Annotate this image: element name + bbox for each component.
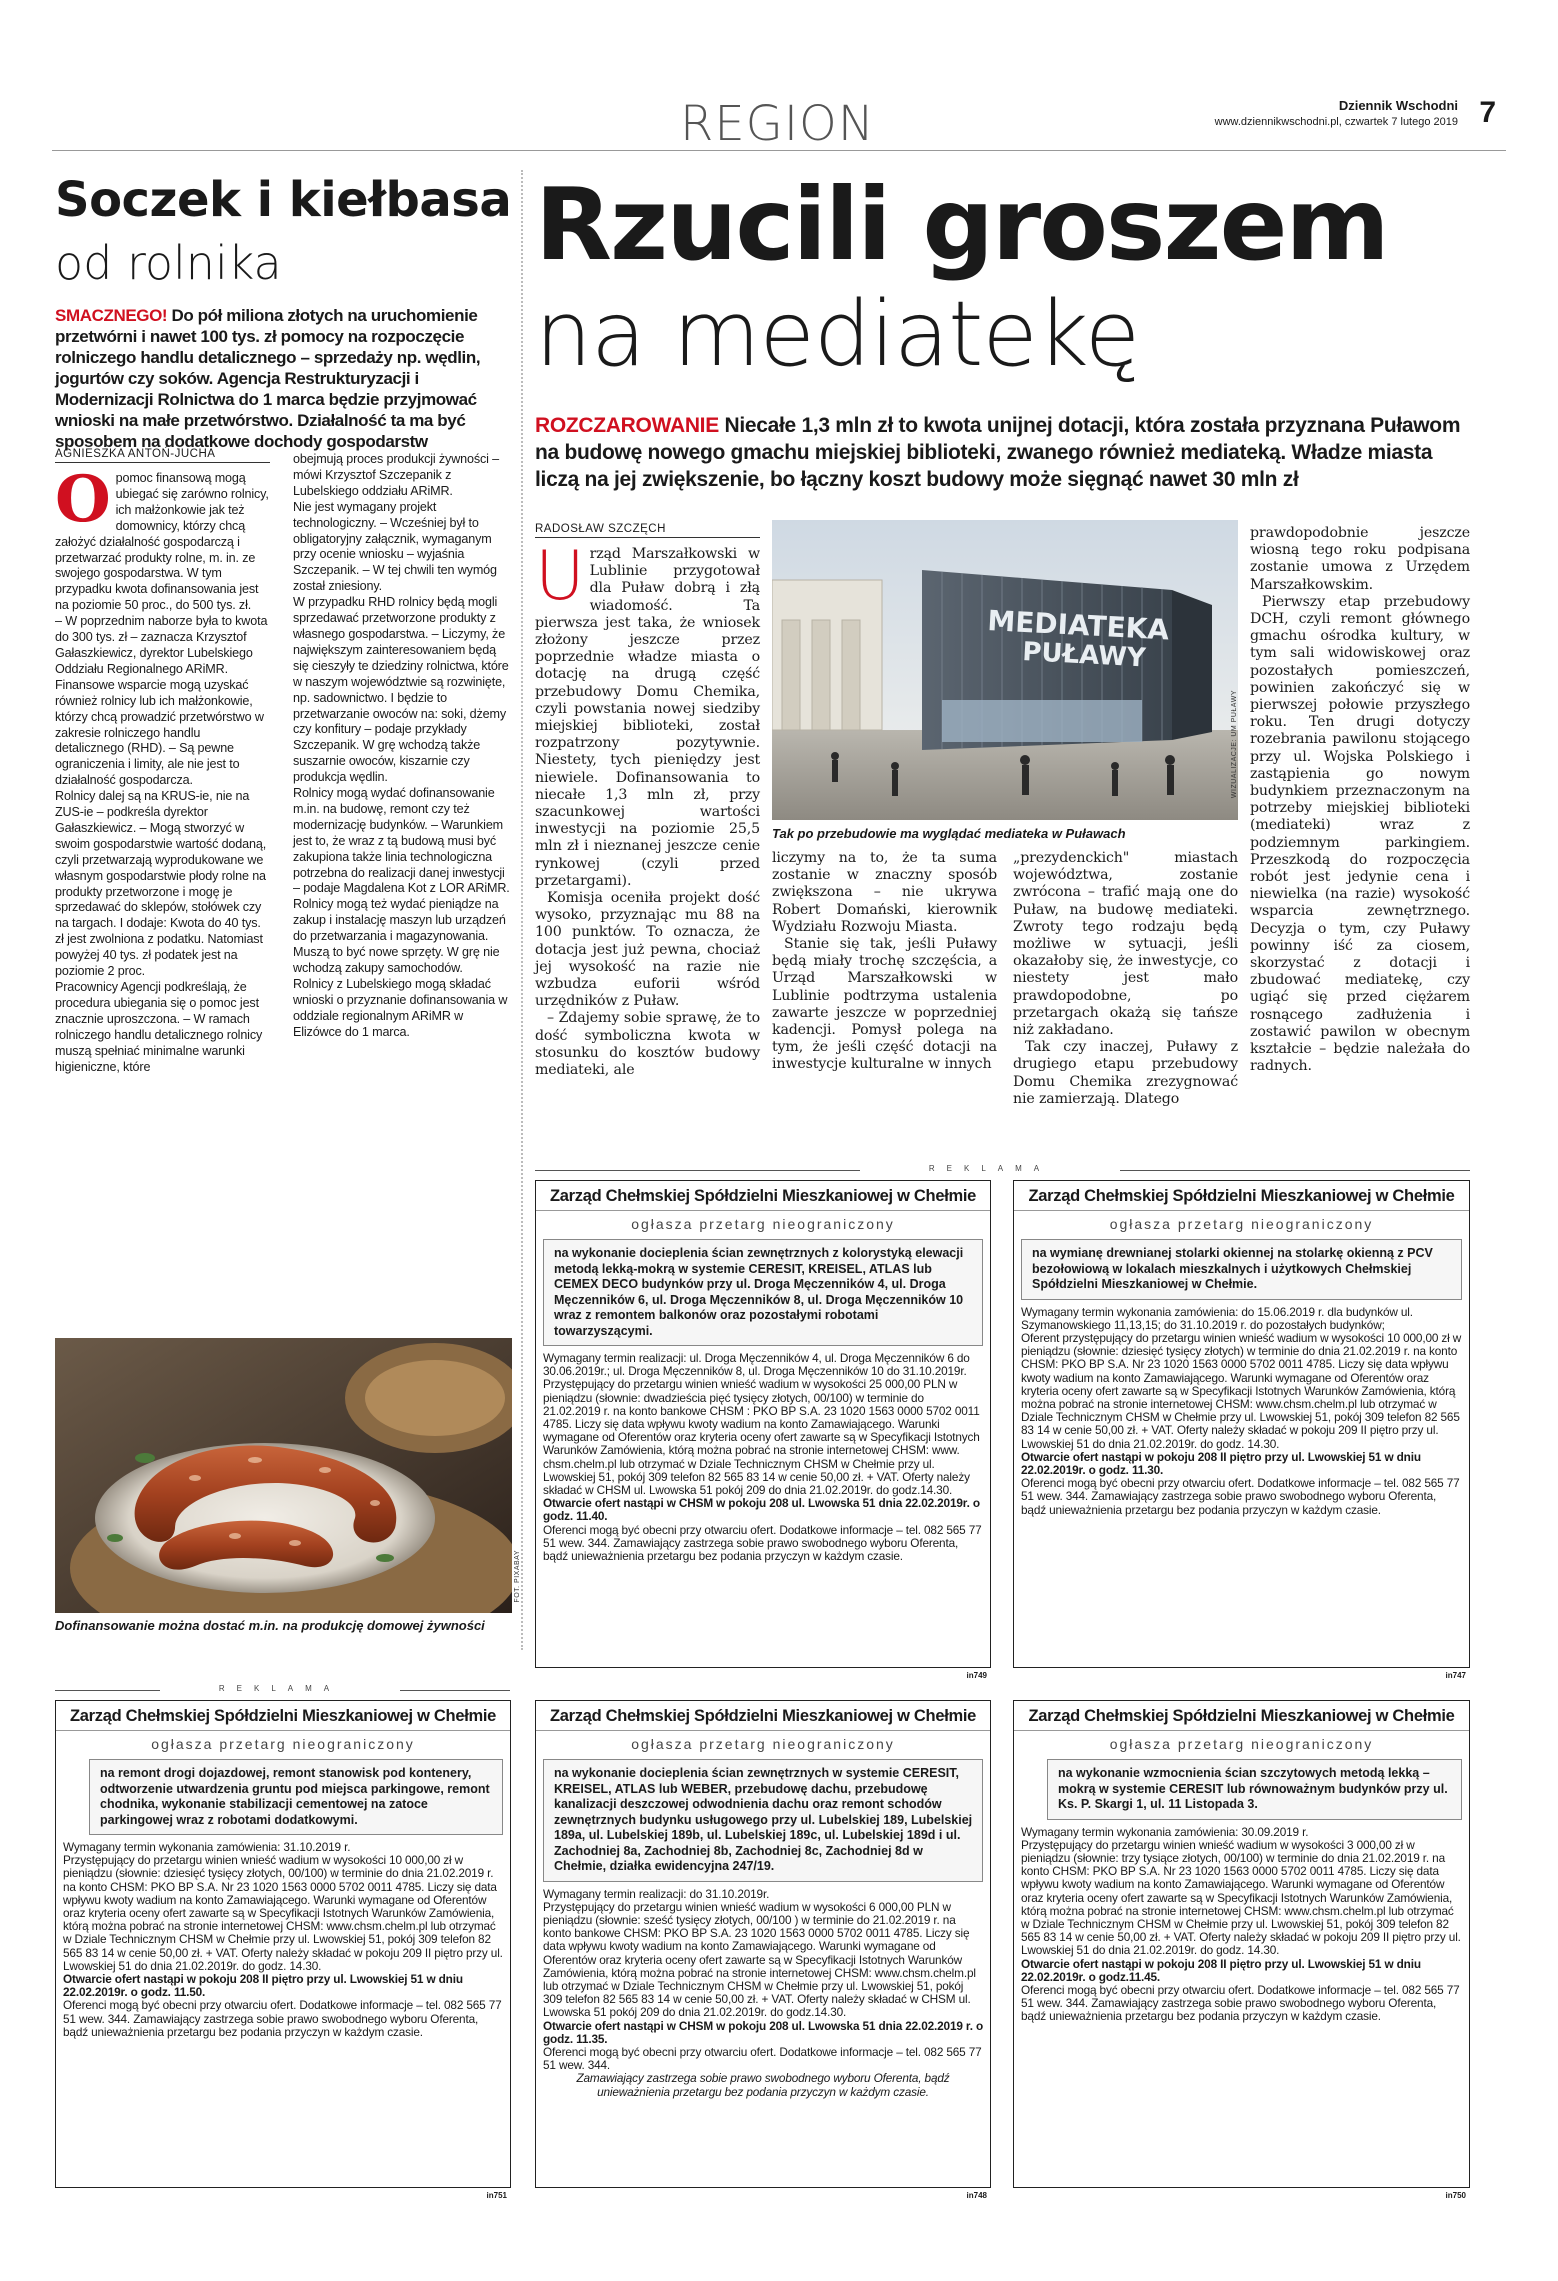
- author-byline: RADOSŁAW SZCZĘCH: [535, 523, 760, 538]
- paragraph: Rolnicy dalej są na KRUS-ie, nie na ZUS-ie – podkreśla dyrektor Gałaszkiewicz. – Mogą stworzyć w swoim gospodarstwie wartość dodaną, czyli przetwarzają wyprodukowane we własnym gospodarstwie płody rolne na produkty przetworzone i mogę je sprzedawać do sklepów, stołówek czy na targach. I dodaje: Kwota do 40 tys. zł jest zwolniona z podatku. Natomiast powyżej 40 tys. zł podatek jest na poziomie 2 proc.: [55, 789, 267, 979]
- ad-code: in747: [1445, 1671, 1466, 1680]
- paragraph: Pierwszy etap przebudowy DCH, czyli remont głównego gmachu ośrodka kultury, w tym sali widowiskowej oraz pozostałych pomieszczeń, powinien zakończyć się w pierwszej połowie przyszłego roku. Ten drugi dotyczy rozebrania pawilonu stojącego przy ul. Wojska Polskiego i zastąpienia go nowym budynkiem przeznaczonym na potrzeby miejskiej biblioteki (mediateki) wraz z podziemnym parkingiem. Przeszkodą do rozpoczęcia robót jest jedynie cena i niewielka (na razie) wysokość wsparcia zewnętrznego. Decyzja o tym, czy Puławy powinny iść za ciosem, skorzystać z dotacji i zbudować mediatekę, czy ugiąć się przed ciężarem rosnącego zadłużenia i zostawić pawilon w obecnym kształcie – będzie należała do radnych.: [1250, 593, 1470, 1075]
- ad-title: Zarząd Chełmskiej Spółdzielni Mieszkaniowej w Chełmie: [536, 1181, 990, 1211]
- main-col-4: [1250, 525, 1470, 1076]
- photo-caption: Dofinansowanie można dostać m.in. na produkcję domowej żywności: [55, 1618, 485, 1633]
- ad-751: [55, 1700, 511, 2200]
- paragraph: „prezydenckich" miastach województwa, zostanie zwrócona – trafić mają one do Puław, na budowę mediateki. Zwroty tego rodzaju będą możliwe w sytuacji, jeśli okazałoby się, że inwestycje, co niestety jest mało prawdopodobne, po przetargach okażą się tańsze niż zakładano.: [1013, 850, 1238, 1039]
- ad-opening: Otwarcie ofert nastąpi w pokoju 208 II piętro przy ul. Lwowskiej 51 w dniu 22.02.2019r. o godz.11.45.: [1021, 1956, 1421, 1984]
- paragraph: Stanie się tak, jeśli Puławy będą miały trochę szczęścia, a Urząd Marszałkowski w Lublinie podtrzyma ustalenia zawarte jeszcze w poprzedniej kadencji. Pomysł polega na tym, że jeśli część dotacji na inwestycje kulturalne w innych: [772, 936, 997, 1073]
- ad-body: [543, 1888, 983, 2099]
- paragraph: Finansowe wsparcie mogą uzyskać również rolnicy lub ich małżonkowie, którzy chcą prowadzić przetwórstwo w zakresie rolniczego handlu detalicznego (RHD). – Są pewne ograniczenia i limity, ale nie jest to działalność gospodarcza.: [55, 677, 264, 788]
- sausage-photo: [55, 1338, 512, 1613]
- sign-mediateka: MEDIATEKA: [986, 604, 1170, 647]
- column-separator: [521, 170, 523, 1650]
- ad-subject: na wymianę drewnianej stolarki okiennej na stolarkę okienną z PCV bezołowiową w lokalach mieszkalnych i użytkowych Chełmskiej Spółdzielni Mieszkaniowej w Chełmie.: [1021, 1239, 1462, 1300]
- ad-text: Oferenci mogą być obecni przy otwarciu ofert. Dodatkowe informacje – tel. 082 565 77 51 wew. 344. Zamawiający zastrzega sobie prawo swobodnego wyboru Oferenta, bądź unieważnienia przetargu bez podania przyczyn w każdym czasie.: [1021, 1982, 1460, 2024]
- main-article-lead: [535, 412, 1465, 493]
- lead-kicker: ROZCZAROWANIE: [535, 414, 719, 437]
- paragraph: Rolnicy z Lubelskiego mogą składać wnioski o przyznanie dofinansowania w oddziale regionalnym ARiMR w Elizówce do 1 marca.: [293, 976, 508, 1039]
- ad-747: [1013, 1180, 1470, 1680]
- ad-text: Oferenci mogą być obecni przy otwarciu ofert. Dodatkowe informacje – tel. 082 565 77 51 wew. 344. Zamawiający zastrzega sobie prawo swobodnego wyboru Oferenta, bądź unieważnienia przetargu bez podania przyczyn w każdym czasie.: [1021, 1476, 1460, 1517]
- mediateka-illustration: [772, 520, 1238, 820]
- left-article-subtitle: od rolnika: [55, 236, 282, 290]
- lead-kicker: SMACZNEGO!: [55, 306, 168, 325]
- header-divider: [52, 150, 1506, 151]
- ad-body: [63, 1841, 503, 2039]
- dropcap: U: [535, 537, 585, 616]
- ad-text: Wymagany termin wykonania zamówienia: do 15.06.2019 r. dla budynków ul. Szymanowskiego 11,13,15; do 31.10.2019 r. do pozostałych budynków;: [1021, 1304, 1413, 1332]
- masthead-info: [1215, 98, 1458, 130]
- url-date: www.dziennikwschodni.pl, czwartek 7 lutego 2019: [1214, 116, 1458, 128]
- main-col-2: [772, 850, 997, 1074]
- ad-text: Wymagany termin wykonania zamówienia: 30.09.2019 r.: [1021, 1824, 1309, 1839]
- ad-text: Przystępujący do przetargu winien wnieść wadium w wysokości 6 000,00 PLN w pieniądzu (słownie: sześć tysięcy złotych, 00/100 ) w terminie do 21.02.2019 r. na konto bankowe CHSM: PKO BP S.A. 23 1020 1563 0000 5702 0011 4785. Liczy się data wpływu kwoty wadium na konto Zamawiającego. Warunki wymagane od Oferentów oraz kryteria oceny ofert zawarte są w Specyfikacji Istotnych Warunków Zamówienia, którą można pobrać na stronie internetowej CHSM: www.chsm.chelm.pl lub otrzymać w Dziale Technicznym CHSM w Chełmie przy ul. Lwowskiej 51, pokój 309 telefon 82 565 83 14 w cenie 50,00 zł. + VAT. Oferty należy składać w CHSM ul. Lwowska 51 pokój 209 do dnia 21.02.2019r. do godz.14.30.: [543, 1899, 976, 2020]
- ad-text: Wymagany termin realizacji: ul. Droga Męczenników 4, ul. Droga Męczenników 6 do 30.06.2019r.; ul. Droga Męczenników 8, ul. Droga Męczenników 10 do 31.10.2019r.: [543, 1351, 970, 1379]
- ad-code: in751: [486, 2191, 507, 2200]
- ad-subject: na wykonanie docieplenia ścian zewnętrznych w systemie CERESIT, KREISEL, ATLAS lub WEBER, przebudowę dachu, przebudowę kanalizacji deszczowej odwodnienia dachu oraz remont schodów zewnętrznych budynku usługowego przy ul. Lubelskiej 189, Lubelskiej 189a, ul. Lubelskiej 189b, ul. Lubelskiej 189c, ul. Lubelskiej 189d i ul. Zachodniej 8a, Zachodniej 8b, Zachodniej 8c, Zachodniej 8d w Chełmie, działka ewidencyjna 247/19.: [543, 1759, 983, 1882]
- ad-subtitle: ogłasza przetarg nieograniczony: [631, 1216, 895, 1232]
- section-title: REGION: [680, 96, 875, 152]
- left-col-2: [293, 452, 511, 1041]
- ad-text: Wymagany termin wykonania zamówienia: 31.10.2019 r.: [63, 1840, 351, 1854]
- ad-body: [543, 1352, 983, 1563]
- paragraph: obejmują proces produkcji żywności – mówi Krzysztof Szczepanik z Lubelskiego oddziału ARiMR.: [293, 452, 499, 498]
- page-number: 7: [1479, 96, 1496, 129]
- paragraph: Pracownicy Agencji podkreślają, że procedura ubiegania się o pomoc jest znacznie uproszczona. – W ramach rolniczego handlu detalicznego rolnicy muszą spełniać minimalne warunki higieniczne, które: [55, 980, 263, 1074]
- main-col-1: [535, 523, 760, 1079]
- ad-text: Wymagany termin realizacji: do 31.10.2019r.: [543, 1886, 770, 1901]
- ad-text: Przystępujący do przetargu winien wnieść wadium w wysokości 3 000,00 zł w pieniądzu (słownie: trzy tysiące złotych, 00/100) w terminie do dnia 21.02.2019 r. na konto CHSM: PKO BP S.A. Nr 23 1020 1563 0000 5702 0011 4785. Liczy się data wpływu kwoty wadium na konto Zamawiającego. Warunki wymagane od Oferentów oraz kryteria oceny ofert zawarte są w Specyfikacji Istotnych Warunków Zamówienia, którą można pobrać na stronie internetowej CHSM: www.chsm.chelm.pl lub otrzymać w Dziale Technicznym CHSM w Chełmie przy ul. Lwowskiej 51, pokój 309 telefon 82 565 83 14 w cenie 50,00 zł. + VAT. Oferty należy składać w pokoju 209 II piętro przy ul. Lwowskiej 51 do dnia 21.02.2019r. do godz. 14.30.: [1021, 1837, 1461, 1958]
- ad-code: in748: [966, 2191, 987, 2200]
- paragraph: Komisja oceniła projekt dość wysoko, przyznając mu 88 na 100 punktów. To oznacza, że dotacja jest już pewna, chociaż jej wysokość na razie nie wzbudza euforii wśród urzędników z Puław.: [535, 890, 760, 1010]
- paragraph: – W poprzednim naborze była to kwota do 300 tys. zł – zaznacza Krzysztof Gałaszkiewicz, dyrektor Lubelskiego Oddziału Regionalnego ARiMR.: [55, 614, 268, 676]
- ad-text: Przystępujący do przetargu winien wnieść wadium w wysokości 10 000,00 zł w pieniądzu (słownie: dziesięć tysięcy złotych, 00/100) w terminie do dnia 21.02.2019 r. na konto CHSM: PKO BP S.A. Nr 23 1020 1563 0000 5702 0011 4785. Liczy się data wpływu kwoty wadium na konto Zamawiającego. Warunki wymagane od Oferentów oraz kryteria oceny ofert zawarte są w Specyfikacji Istotnych Warunków Zamówienia, którą można pobrać na stronie internetowej CHSM: www.chsm.chelm.pl lub otrzymać w Dziale Technicznym CHSM w Chełmie przy ul. Lwowskiej 51, pokój 309 telefon 82 565 83 14 w cenie 50,00 zł. + VAT. Oferty należy składać w pokoju 209 II piętro przy ul. Lwowskiej 51 do dnia 21.02.2019r. do godz. 14.30.: [63, 1853, 503, 1973]
- ad-title: Zarząd Chełmskiej Spółdzielni Mieszkaniowej w Chełmie: [1014, 1181, 1469, 1211]
- ad-750: [1013, 1700, 1470, 2200]
- ad-text: Oferent przystępujący do przetargu winien wnieść wadium w wysokości 10 000,00 zł w pieniądzu (słownie: dziesięć tysięcy złotych) w terminie do dnia 21.02.2019 r. na konto CHSM: PKO BP S.A. Nr 23 1020 1563 0000 5702 0011 4785. Liczy się data wpływu kwoty wadium na konto Zamawiającego. Warunki wymagane od Oferentów oraz kryteria oceny ofert zawarte są w Specyfikacji Istotnych Warunków Zamówienia, którą można pobrać na stronie internetowej CHSM: www.chsm.chelm.pl lub otrzymać w Dziale Technicznym CHSM w Chełmie przy ul. Lwowskiej 51, pokój 309 telefon 82 565 83 14 w cenie 50,00 zł. + VAT. Oferty należy składać w pokoju 209 II piętro przy ul. Lwowskiej 51 do dnia 21.02.2019r. do godz. 14.30.: [1021, 1330, 1462, 1451]
- ad-opening: Otwarcie ofert nastąpi w pokoju 208 II piętro przy ul. Lwowskiej 51 w dniu 22.02.2019r. o godz. 11.30.: [1021, 1449, 1421, 1477]
- ad-text: Oferenci mogą być obecni przy otwarciu ofert. Dodatkowe informacje – tel. 082 565 77 51 wew. 344. Zamawiający zastrzega sobie prawo swobodnego wyboru Oferenta, bądź unieważnienia przetargu bez podania przyczyn w każdym czasie.: [63, 1998, 502, 2039]
- photo-credit: WIZUALIZACJE: UM PUŁAWY: [1231, 690, 1238, 799]
- reklama-label: REKLAMA: [160, 1684, 400, 1693]
- ad-body: [1021, 1306, 1462, 1517]
- paragraph: Rolnicy mogą wydać dofinansowanie m.in. na budowę, remont czy też modernizację budynków. – Warunkiem jest to, że wraz z tą budową musi być zakupiona także linia technologiczna potrzebna do realizacji danej inwestycji – podaje Magdalena Kot z LOR ARiMR. Rolnicy mogą też wydać pieniądze na zakup i instalację maszyn lub urządzeń do przetwarzania i magazynowania. Muszą to być nowe sprzęty. W grę nie wchodzą zakupy samochodów.: [293, 786, 510, 975]
- paragraph: prawdopodobnie jeszcze wiosną tego roku podpisana zostanie umowa z Urzędem Marszałkowskim.: [1250, 525, 1470, 593]
- ad-748: [535, 1700, 991, 2200]
- author-byline: AGNIESZKA ANTOŃ-JUCHA: [55, 448, 270, 463]
- ad-text: Oferenci mogą być obecni przy otwarciu ofert. Dodatkowe informacje – tel. 082 565 77 51 wew. 344. Zamawiający zastrzega sobie prawo swobodnego wyboru Oferenta, bądź unieważnienia przetargu bez podania przyczyn w każdym czasie.: [543, 1522, 982, 1564]
- ad-body: [1021, 1826, 1462, 2024]
- ad-subtitle: ogłasza przetarg nieograniczony: [1109, 1216, 1374, 1232]
- ad-code: in749: [966, 1671, 987, 1680]
- lead-text: Niecałe 1,3 mln zł to kwota unijnej dotacji, która została przyznana Puławom na budowę nowego gmachu miejskiej biblioteki, zwanego również mediateką. Władze miasta liczą na jej zwiększenie, bo łączny koszt budowy może sięgnąć nawet 30 mln zł: [535, 414, 1461, 491]
- paragraph: rząd Marszałkowski w Lublinie przygotował dla Puław dobrą i złą wiadomość. Ta pierwsza jest taka, że wniosek złożony jeszcze przez poprzednie władze miasta o dotację na drugą część przebudowy Domu Chemika, czyli powstania nowej siedziby miejskiej biblioteki, został rozpatrzony pozytywnie. Niestety, tych pieniędzy jest niewiele. Dofinansowania to niecałe 1,3 mln zł, przy szacunkowej wartości inwestycji na poziomie 25,5 mln zł i nieznanej jeszcze cenie rynkowej (czyli przed przetargami).: [535, 546, 760, 889]
- ad-opening: Otwarcie ofert nastąpi w pokoju 208 II piętro przy ul. Lwowskiej 51 w dniu 22.02.2019r. o godz. 11.50.: [63, 1972, 463, 2000]
- dropcap: O: [55, 462, 111, 537]
- paragraph: – Zdajemy sobie sprawę, że to dość symboliczna kwota w stosunku do kosztów budowy mediateki, ale: [535, 1010, 760, 1079]
- mediateka-photo: [772, 520, 1238, 820]
- paragraph: W przypadku RHD rolnicy będą mogli sprzedawać przetworzone produkty z własnego gospodarstwa. – Liczymy, że największym zainteresowaniem będą się cieszyły te dziedziny rolnictwa, które w naszym województwie są rozwinięte, np. sadownictwo. I będzie to przetwarzanie owoców na: soki, dżemy czy konfitury – podaje przykłady Szczepanik. W grę wchodzą także suszarnie owoców, kiszarnie czy produkcja wędlin.: [293, 595, 509, 785]
- paragraph: Nie jest wymagany projekt technologiczny. – Wcześniej był to obligatoryjny załącznik, wymaganym przy ocenie wniosku – wyjaśnia Szczepanik. – W tej chwili ten wymóg został zniesiony.: [293, 499, 497, 594]
- main-col-3: [1013, 850, 1238, 1108]
- ad-opening: Otwarcie ofert nastąpi w CHSM w pokoju 208 ul. Lwowska 51 dnia 22.02.2019 r. o godz. 11.35.: [543, 2018, 984, 2046]
- main-article-subtitle: na mediatekę: [535, 282, 1140, 387]
- sign-pulawy: PUŁAWY: [1021, 637, 1147, 674]
- ad-title: Zarząd Chełmskiej Spółdzielni Mieszkaniowej w Chełmie: [1014, 1701, 1469, 1731]
- ad-subtitle: ogłasza przetarg nieograniczony: [151, 1736, 415, 1752]
- ad-text: Oferenci mogą być obecni przy otwarciu ofert. Dodatkowe informacje – tel. 082 565 77 51 wew. 344.: [543, 2044, 982, 2073]
- left-col-1: [55, 448, 270, 1075]
- sausage-illustration: [55, 1338, 512, 1613]
- reklama-label: REKLAMA: [860, 1164, 1120, 1173]
- photo-credit: FOT. PIXABAY: [514, 1550, 521, 1603]
- left-article-title: Soczek i kiełbasa: [55, 172, 512, 228]
- paragraph: Tak czy inaczej, Puławy z drugiego etapu przebudowy Domu Chemika zrezygnować nie zamierzają. Dlatego: [1013, 1039, 1238, 1107]
- photo-caption: Tak po przebudowie ma wyglądać mediateka w Puławach: [772, 826, 1126, 841]
- ad-749: [535, 1180, 991, 1680]
- left-article-lead: [55, 305, 510, 452]
- ad-text: Przystępujący do przetargu winien wnieść wadium w wysokości 25 000,00 PLN w pieniądzu (słownie: dwadzieścia pięć tysięcy złotych, 00/100) w terminie do 21.02.2019 r. na konto bankowe CHSM : PKO BP S.A. 23 1020 1563 0000 5702 0011 4785. Liczy się data wpływu kwoty wadium na konto Zamawiającego. Warunki wymagane od Oferentów oraz kryteria oceny ofert zawarte są w Specyfikacji Istotnych Warunków Zamówienia, którą można pobrać na stronie internetowej CHSM: www. chsm.chelm.pl lub otrzymać w Dziale Technicznym CHSM w Chełmie przy ul. Lwowskiej 51, pokój 309 telefon 82 565 83 14 w cenie 50,00 zł. + VAT. Oferty należy składać w CHSM ul. Lwowska 51 pokój 209 do dnia 21.02.2019r. do godz.14.30.: [543, 1377, 980, 1498]
- ad-title: Zarząd Chełmskiej Spółdzielni Mieszkaniowej w Chełmie: [536, 1701, 990, 1731]
- main-article-title: Rzucili groszem: [535, 166, 1388, 283]
- ad-subtitle: ogłasza przetarg nieograniczony: [1109, 1736, 1374, 1752]
- ad-subject: na remont drogi dojazdowej, remont stanowisk pod kontenery, odtworzenie utwardzenia gruntu pod miejsca parkingowe, remont chodnika, wykonanie stabilizacji cementowej na zatoce parkingowej wraz z robotami dodatkowymi.: [89, 1759, 503, 1835]
- ad-subtitle: ogłasza przetarg nieograniczony: [631, 1736, 895, 1752]
- paper-name: Dziennik Wschodni: [1338, 98, 1458, 113]
- paragraph: liczymy na to, że ta suma zostanie w znaczny sposób zwiększona – nie ukrywa Robert Domański, kierownik Wydziału Rozwoju Miasta.: [772, 850, 997, 935]
- paragraph: pomoc finansową mogą ubiegać się zarówno rolnicy, ich małżonkowie jak też domownicy, którzy chcą założyć działalność gospodarczą i przetwarzać produkty rolne, m. in. ze swojego gospodarstwa. W tym przypadku kwota dofinansowania jest na poziomie 50 proc., do 500 tys. zł.: [55, 471, 269, 613]
- ad-text: Zamawiający zastrzega sobie prawo swobodnego wyboru Oferenta, bądź unieważnienia przetargu bez podania przyczyn w każdym czasie.: [576, 2071, 950, 2099]
- ad-subject: na wykonanie wzmocnienia ścian szczytowych metodą lekką – mokrą w systemie CERESIT lub równoważnym budynków przy ul. Ks. P. Skargi 1, ul. 11 Listopada 3.: [1047, 1759, 1462, 1820]
- ad-title: Zarząd Chełmskiej Spółdzielni Mieszkaniowej w Chełmie: [56, 1701, 510, 1731]
- ad-opening: Otwarcie ofert nastąpi w CHSM w pokoju 208 ul. Lwowska 51 dnia 22.02.2019r. o godz. 11.40.: [543, 1496, 980, 1524]
- lead-text: Do pół miliona złotych na uruchomienie przetwórni i nawet 100 tys. zł pomocy na rozpoczęcie rolniczego handlu detalicznego – sprzedaży np. wędlin, jogurtów czy soków. Agencja Restrukturyzacji i Modernizacji Rolnictwa do 1 marca będzie przyjmować wnioski na małe przetwórstwo. Działalność ta ma być sposobem na dodatkowe dochody gospodarstw: [55, 306, 481, 451]
- ad-subject: na wykonanie docieplenia ścian zewnętrznych z kolorystyką elewacji metodą lekką-mokrą w systemie CERESIT, KREISEL, ATLAS lub CEMEX DECO budynków przy ul. Droga Męczenników 4, ul. Droga Męczenników 6, ul. Droga Męczenników 8, ul. Droga Męczenników 10 wraz z remontem balkonów oraz pozostałymi robotami towarzyszącymi.: [543, 1239, 983, 1346]
- ad-code: in750: [1445, 2191, 1466, 2200]
